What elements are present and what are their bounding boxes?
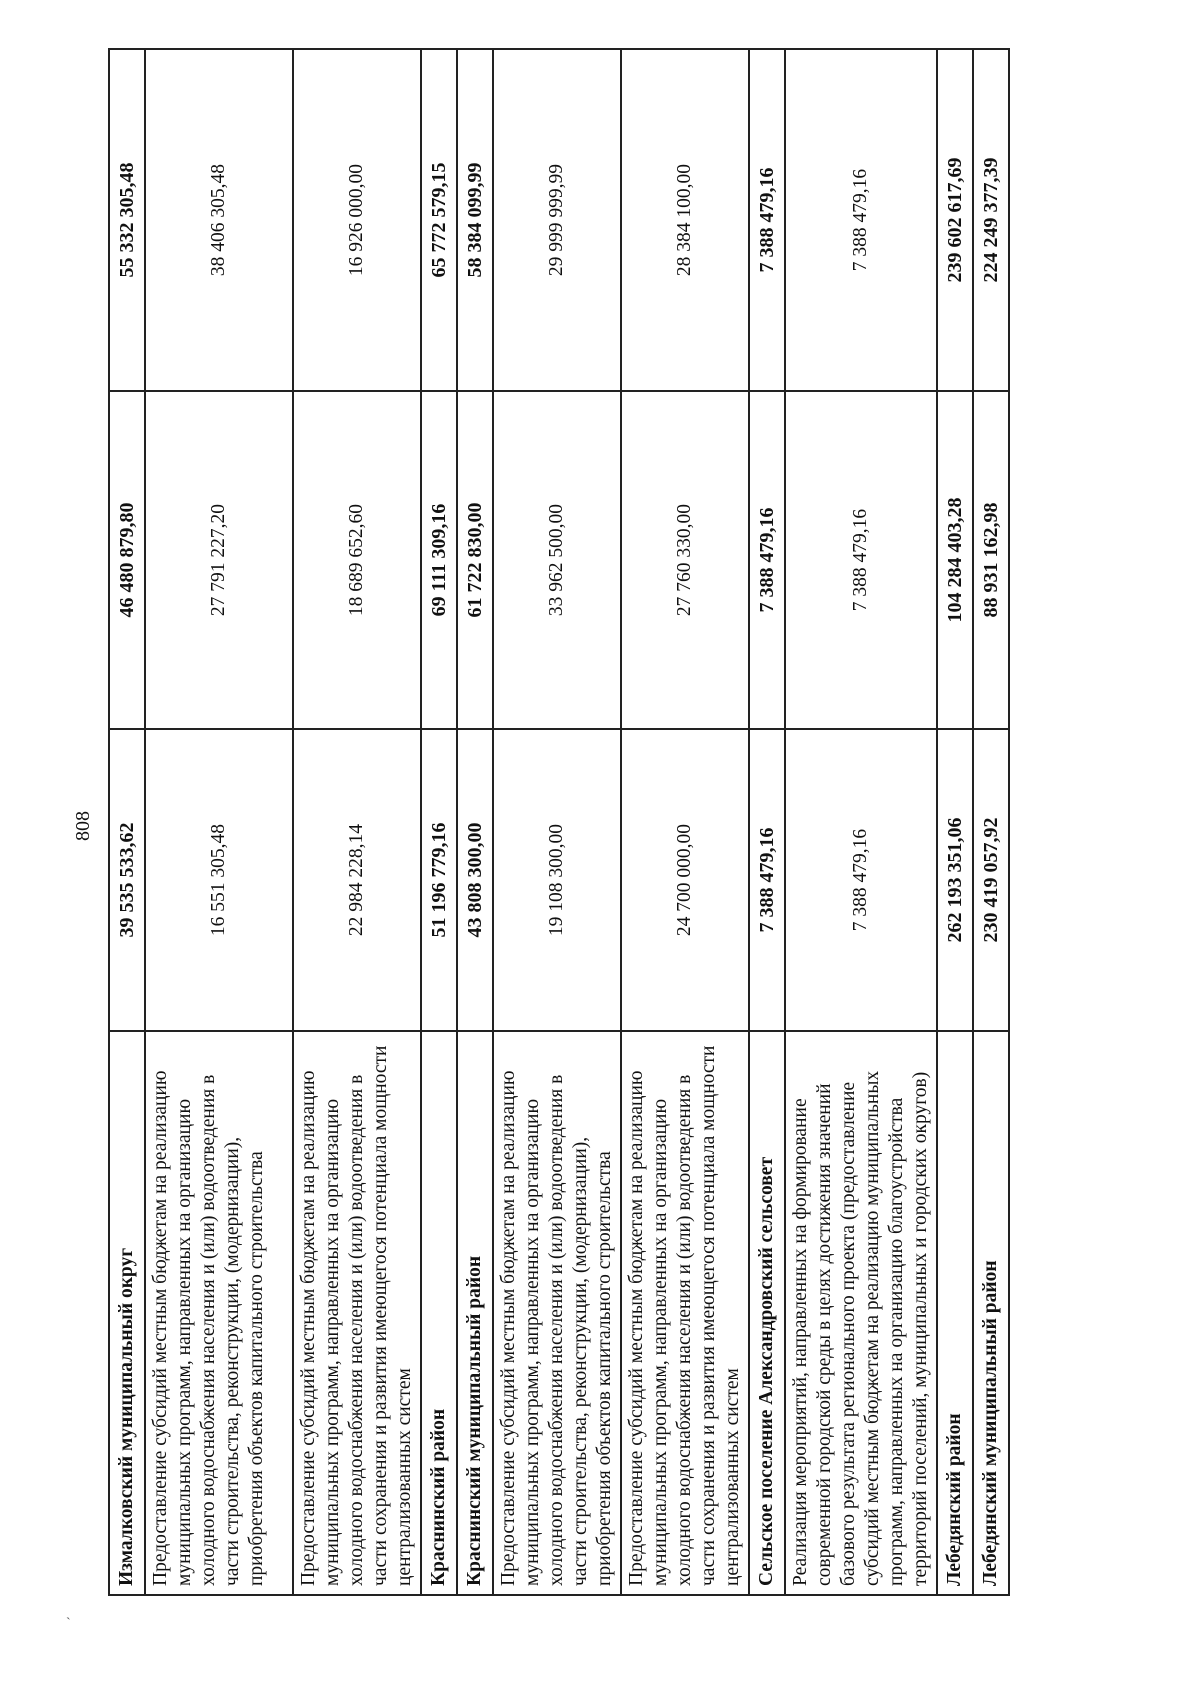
row-value-2: 18 689 652,60 bbox=[293, 391, 421, 729]
row-value-3: 239 602 617,69 bbox=[937, 49, 973, 391]
table-row bbox=[937, 49, 973, 1595]
stray-mark: ` bbox=[66, 1616, 71, 1631]
table-row bbox=[749, 49, 785, 1595]
row-value-3: 55 332 305,48 bbox=[109, 49, 145, 391]
table-row bbox=[973, 49, 1009, 1595]
table-row bbox=[109, 49, 145, 1595]
row-name: Измалковский муниципальный округ bbox=[109, 1031, 145, 1595]
row-name: Реализация мероприятий, направленных на формирование современной городской среды в целях достижения значений базового результата регионального проекта (предоставление субсидий местным бюджетам на реализацию муниципальных программ, направленных на организацию благоустройства территорий поселений, муниципальных и городских округов) bbox=[785, 1031, 937, 1595]
row-name: Предоставление субсидий местным бюджетам на реализацию муниципальных программ, направленных на организацию холодного водоснабжения населения и (или) водоотведения в части сохранения и развития имеющегося потенциала мощности централизованных систем bbox=[621, 1031, 749, 1595]
row-value-1: 7 388 479,16 bbox=[785, 729, 937, 1031]
table-row bbox=[421, 49, 457, 1595]
row-value-1: 24 700 000,00 bbox=[621, 729, 749, 1031]
row-name: Предоставление субсидий местным бюджетам на реализацию муниципальных программ, направленных на организацию холодного водоснабжения населения и (или) водоотведения в части сохранения и развития имеющегося потенциала мощности централизованных систем bbox=[293, 1031, 421, 1595]
row-value-1: 19 108 300,00 bbox=[493, 729, 621, 1031]
row-value-1: 7 388 479,16 bbox=[749, 729, 785, 1031]
table-row bbox=[145, 49, 293, 1595]
row-name: Краснинский район bbox=[421, 1031, 457, 1595]
table-row bbox=[621, 49, 749, 1595]
row-value-3: 58 384 099,99 bbox=[457, 49, 493, 391]
row-value-3: 29 999 999,99 bbox=[493, 49, 621, 391]
row-name: Лебедянский муниципальный район bbox=[973, 1031, 1009, 1595]
table-row bbox=[493, 49, 621, 1595]
row-value-1: 16 551 305,48 bbox=[145, 729, 293, 1031]
rotated-table-container bbox=[108, 50, 1030, 1596]
row-name: Предоставление субсидий местным бюджетам на реализацию муниципальных программ, направленных на организацию холодного водоснабжения населения и (или) водоотведения в части строительства, реконструкции, (модернизации), приобретения объектов капитального строительства bbox=[145, 1031, 293, 1595]
row-value-2: 7 388 479,16 bbox=[785, 391, 937, 729]
row-value-3: 28 384 100,00 bbox=[621, 49, 749, 391]
row-value-1: 39 535 533,62 bbox=[109, 729, 145, 1031]
row-value-1: 51 196 779,16 bbox=[421, 729, 457, 1031]
row-value-3: 38 406 305,48 bbox=[145, 49, 293, 391]
row-value-2: 61 722 830,00 bbox=[457, 391, 493, 729]
row-value-1: 43 808 300,00 bbox=[457, 729, 493, 1031]
row-value-1: 230 419 057,92 bbox=[973, 729, 1009, 1031]
row-value-2: 46 480 879,80 bbox=[109, 391, 145, 729]
row-value-3: 7 388 479,16 bbox=[749, 49, 785, 391]
budget-table bbox=[108, 48, 1010, 1596]
row-value-2: 88 931 162,98 bbox=[973, 391, 1009, 729]
row-value-2: 104 284 403,28 bbox=[937, 391, 973, 729]
row-name: Краснинский муниципальный район bbox=[457, 1031, 493, 1595]
row-value-2: 27 760 330,00 bbox=[621, 391, 749, 729]
row-name: Предоставление субсидий местным бюджетам на реализацию муниципальных программ, направленных на организацию холодного водоснабжения населения и (или) водоотведения в части строительства, реконструкции, (модернизации), приобретения объектов капитального строительства bbox=[493, 1031, 621, 1595]
row-value-2: 7 388 479,16 bbox=[749, 391, 785, 729]
row-value-3: 65 772 579,15 bbox=[421, 49, 457, 391]
row-value-3: 224 249 377,39 bbox=[973, 49, 1009, 391]
table-row bbox=[293, 49, 421, 1595]
row-value-1: 22 984 228,14 bbox=[293, 729, 421, 1031]
row-name: Лебедянский район bbox=[937, 1031, 973, 1595]
row-name: Сельское поселение Александровский сельсовет bbox=[749, 1031, 785, 1595]
table-row bbox=[457, 49, 493, 1595]
row-value-3: 16 926 000,00 bbox=[293, 49, 421, 391]
page-number: 808 bbox=[72, 811, 94, 841]
row-value-3: 7 388 479,16 bbox=[785, 49, 937, 391]
row-value-2: 27 791 227,20 bbox=[145, 391, 293, 729]
table-row bbox=[785, 49, 937, 1595]
row-value-2: 33 962 500,00 bbox=[493, 391, 621, 729]
row-value-1: 262 193 351,06 bbox=[937, 729, 973, 1031]
row-value-2: 69 111 309,16 bbox=[421, 391, 457, 729]
